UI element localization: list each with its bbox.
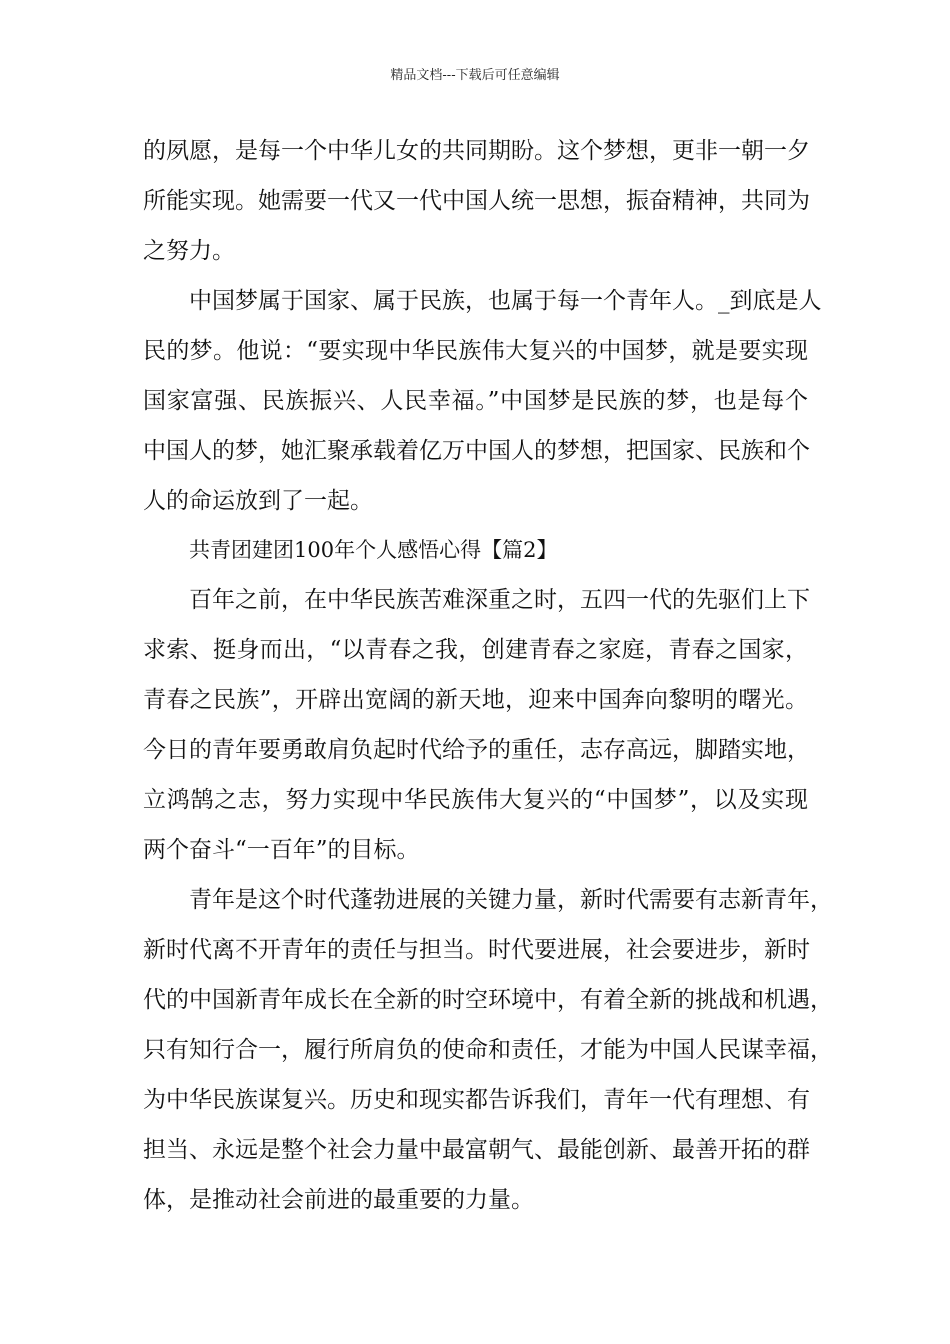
text-line: 的夙愿，是每一个中华儿女的共同期盼。这个梦想，更非一朝一夕 xyxy=(143,138,810,164)
text-line: 体，是推动社会前进的最重要的力量。 xyxy=(143,1187,534,1213)
text-line: 担当、永远是整个社会力量中最富朝气、最能创新、最善开拓的群 xyxy=(143,1137,810,1163)
text-line: 之努力。 xyxy=(143,238,235,264)
text-line: 代的中国新青年成长在全新的时空环境中，有着全新的挑战和机遇， xyxy=(143,987,833,1013)
text-line: 中国人的梦，她汇聚承载着亿万中国人的梦想，把国家、民族和个 xyxy=(143,438,810,464)
text-line: 中国梦属于国家、属于民族，也属于每一个青年人。_到底是人 xyxy=(189,288,822,314)
text-line: 民的梦。他说：“要实现中华民族伟大复兴的中国梦，就是要实现 xyxy=(143,338,808,364)
text-line: 只有知行合一，履行所肩负的使命和责任，才能为中国人民谋幸福， xyxy=(143,1037,833,1063)
text-line: 为中华民族谋复兴。历史和现实都告诉我们，青年一代有理想、有 xyxy=(143,1087,810,1113)
text-line: 青春之民族”，开辟出宽阔的新天地，迎来中国奔向黎明的曙光。 xyxy=(143,687,808,713)
text-line: 立鸿鹄之志，努力实现中华民族伟大复兴的“中国梦”，以及实现 xyxy=(143,787,808,813)
text-line: 新时代离不开青年的责任与担当。时代要进展，社会要进步，新时 xyxy=(143,937,810,963)
text-line: 今日的青年要勇敢肩负起时代给予的重任，志存高远，脚踏实地， xyxy=(143,737,810,763)
text-line: 百年之前，在中华民族苦难深重之时，五四一代的先驱们上下 xyxy=(189,587,810,613)
text-line: 青年是这个时代蓬勃进展的关键力量，新时代需要有志新青年， xyxy=(189,887,833,913)
section-heading: 共青团建团100年个人感悟心得【篇2】 xyxy=(189,538,558,562)
text-line: 两个奋斗“一百年”的目标。 xyxy=(143,837,420,863)
text-line: 国家富强、民族振兴、人民幸福。”中国梦是民族的梦，也是每个 xyxy=(143,388,808,414)
text-line: 所能实现。她需要一代又一代中国人统一思想，振奋精神，共同为 xyxy=(143,188,810,214)
text-line: 求索、挺身而出，“以青春之我，创建青春之家庭，青春之国家， xyxy=(143,637,808,663)
page-header: 精品文档---下载后可任意编辑 xyxy=(390,68,560,83)
text-line: 人的命运放到了一起。 xyxy=(143,488,373,514)
